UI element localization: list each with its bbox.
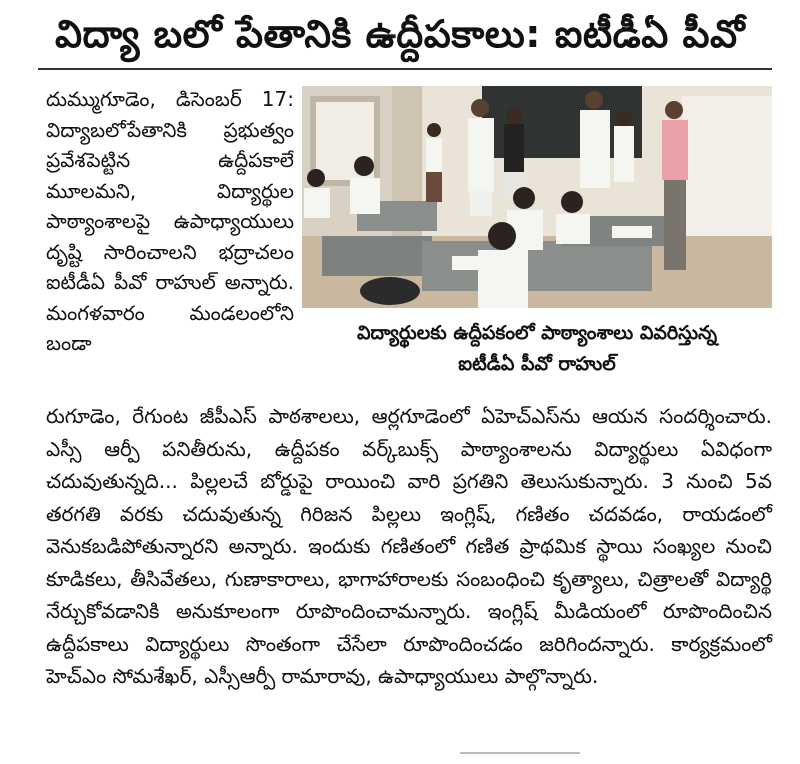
body-paragraph: రుగూడెం, రేగుంట జీపీఎస్ పాఠశాలలు, ఆర్లగూడెంలో ఏహెచ్ఎస్‌ను ఆయన సందర్శించారు. ఎస్సీ ఆర్పీ పనితీరును, ఉద్దీపకం వర్క్‌బుక్స్ పాఠ్యాంశాలను విద్యార్థులు ఏవిధంగా చదువుతున్నది... పిల్లలచే బోర్డుపై రాయించి వారి ప్రగతిని తెలుసుకున్నారు. 3 నుంచి 5వ తరగతి వరకు చదువుతున్న గిరిజన పిల్లలు ఇంగ్లిష్, గణితం చదవడం, రాయడంలో వెనుకబడిపోతున్నారని అన్నారు. ఇందుకు గణితంలో గణిత ప్రాథమిక స్థాయి సంఖ్యల నుంచి కూడికలు, తీసివేతలు, గుణాకారాలు, భాగాహారాలకు సంబంధించి కృత్యాలు, చిత్రాలతో విద్యార్థి నేర్చుకోవడానికి అనుకూలంగా రూపొందించామన్నారు. ఇంగ్లిష్ మీడియంలో రూపొందించిన ఉద్దీపకాలు విద్యార్థులు సొంతంగా చేసేలా రూపొందించడం జరిగిందన్నారు. కార్యక్రమంలో హెచ్ఎం సోమశేఖర్, ఎస్సీఆర్పీ రామారావు, ఉపాధ్యాయులు పాల్గొన్నారు. bbox=[46, 404, 772, 688]
headline: విద్యా బలో పేతానికి ఉద్దీపకాలు: ఐటీడీఏ పీవో bbox=[54, 12, 746, 56]
photo-caption bbox=[302, 318, 772, 380]
lead-paragraph: దుమ్ముగూడెం, డిసెంబర్ 17: విద్యాబలోపేతానికి ప్రభుత్వం ప్రవేశపెట్టిన ఉద్దీపకాలే మూలమని, విద్యార్థుల పాఠ్యాంశాలపై ఉపాధ్యాయులు దృష్టి సారించాలని భద్రాచలం ఐటీడీఏ పీవో రాహుల్ అన్నారు. మంగళవారం మండలంలోని బండా bbox=[46, 87, 294, 355]
headline-divider bbox=[38, 68, 772, 70]
news-photo bbox=[302, 86, 772, 308]
photo-caption-line-2: ఐటీడీఏ పీవో రాహుల్ bbox=[458, 353, 616, 375]
classroom-photo-illustration bbox=[302, 86, 772, 308]
bottom-edge-mark bbox=[460, 752, 580, 754]
photo-caption-line-1: విద్యార్థులకు ఉద్దీపకంలో పాఠ్యాంశాలు వివరిస్తున్న bbox=[356, 322, 718, 344]
